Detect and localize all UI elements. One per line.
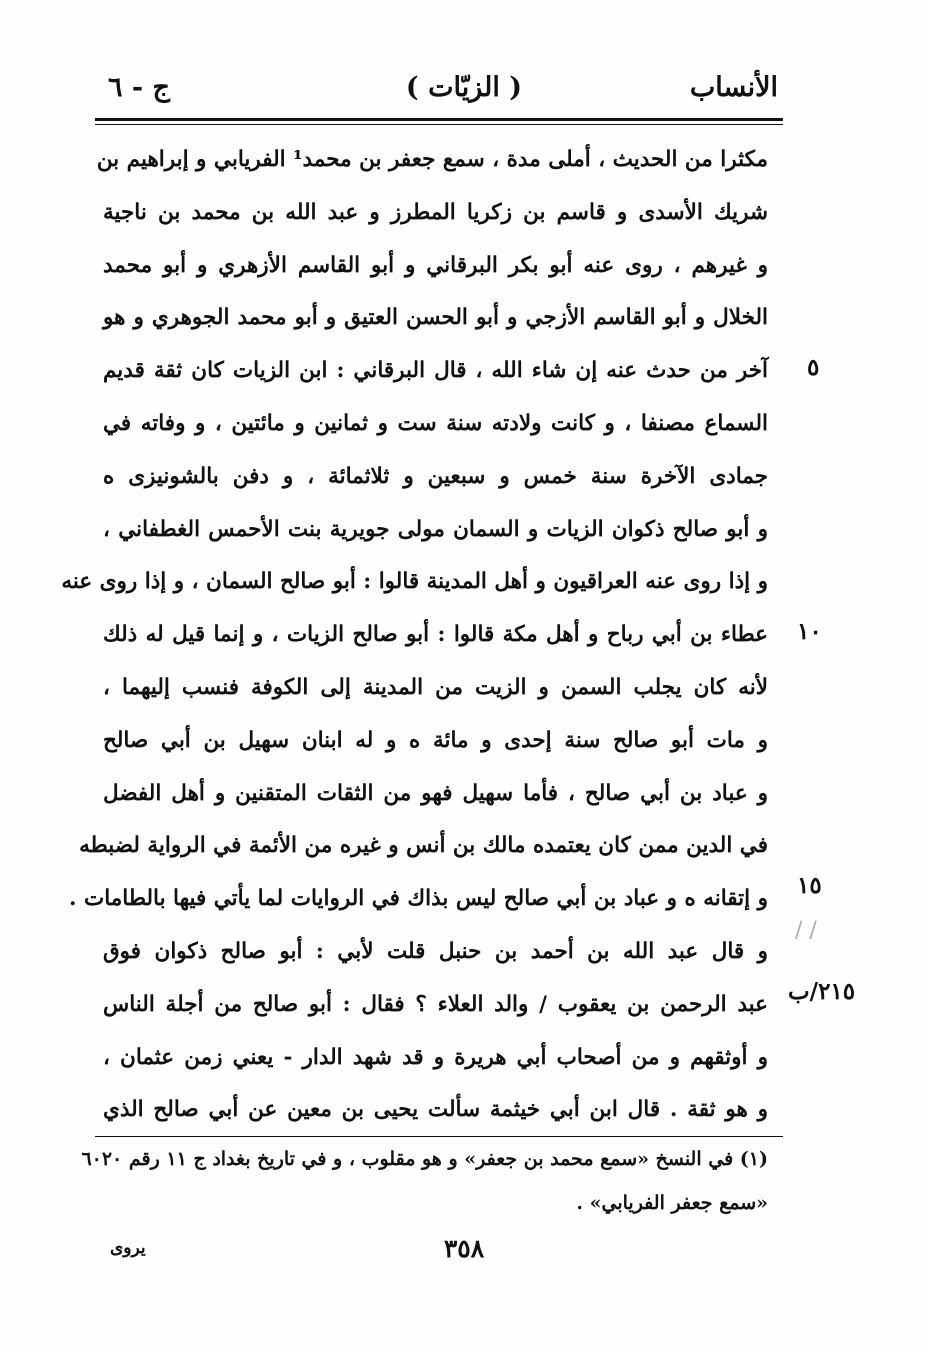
header-rule-thick xyxy=(95,118,783,121)
header-volume: ج - ٦ xyxy=(108,72,170,103)
header-section-title: ( الزيّات ) xyxy=(405,72,523,103)
text-line: و مات أبو صالح سنة إحدى و مائة ه و له ابنان سهيل بن أبي صالح xyxy=(103,727,768,753)
line-number-marker: ٥ xyxy=(807,354,820,381)
line-number-marker: ١٥ xyxy=(797,872,822,899)
text-line: و غيرهم ، روى عنه أبو بكر البرقاني و أبو القاسم الأزهري و أبو محمد xyxy=(103,252,768,278)
footnote-line: «سمع جعفر الفريابي» . xyxy=(576,1192,768,1214)
catchword: يروى xyxy=(110,1238,146,1258)
line-number-marker: ١٠ xyxy=(797,618,822,645)
footnote-rule xyxy=(95,1136,783,1137)
page-number: ٣٥٨ xyxy=(443,1234,485,1263)
text-line: السماع مصنفا ، و كانت ولادته سنة ست و ثمانين و مائتين ، و وفاته في xyxy=(103,410,768,436)
folio-marker: ٢١٥/ب xyxy=(788,978,856,1005)
text-line: و أوثقهم و من أصحاب أبي هريرة و قد شهد الدار - يعني زمن عثمان ، xyxy=(103,1044,768,1070)
body-text xyxy=(61,134,768,1137)
text-line: و أبو صالح ذكوان الزيات و السمان مولى جويرية بنت الأحمس الغطفاني ، xyxy=(103,516,768,542)
text-line: و عباد بن أبي صالح ، فأما سهيل فهو من الثقات المتقنين و أهل الفضل xyxy=(103,780,768,806)
text-line: و هو ثقة . قال ابن أبي خيثمة سألت يحيى بن معين عن أبي صالح الذي xyxy=(103,1097,768,1123)
text-line: لأنه كان يجلب السمن و الزيت من المدينة إلى الكوفة فنسب إليهما ، xyxy=(103,674,768,700)
header-book-title: الأنساب xyxy=(689,72,778,103)
text-line: و إذا روى عنه العراقيون و أهل المدينة قالوا : أبو صالح السمان ، و إذا روى عنه xyxy=(61,569,768,595)
text-line: الخلال و أبو القاسم الأزجي و أبو الحسن العتيق و أبو محمد الجوهري و هو xyxy=(103,305,768,331)
footnote-line: (١) في النسخ «سمع محمد بن جعفر» و هو مقلوب ، و في تاريخ بغداد ج ١١ رقم ٦٠٢٠ xyxy=(81,1148,768,1170)
text-line: عطاء بن أبي رباح و أهل مكة قالوا : أبو صالح الزيات ، و إنما قيل له ذلك xyxy=(103,622,768,648)
text-line: شريك الأسدى و قاسم بن زكريا المطرز و عبد الله بن محمد بن ناجية xyxy=(103,199,768,225)
text-line: جمادى الآخرة سنة خمس و سبعين و ثلاثمائة ، و دفن بالشونيزى ه xyxy=(103,463,768,489)
text-line: و قال عبد الله بن أحمد بن حنبل قلت لأبي : أبو صالح ذكوان فوق xyxy=(103,938,768,964)
text-line: آخر من حدث عنه إن شاء الله ، قال البرقاني : ابن الزيات كان ثقة قديم xyxy=(103,358,768,384)
text-line: مكثرا من الحديث ، أملى مدة ، سمع جعفر بن محمد¹ الفريابي و إبراهيم بن xyxy=(96,147,768,172)
text-line: و إتقانه ه و عباد بن أبي صالح ليس بذاك في الروايات لما يأتي فيها بالطامات . xyxy=(69,886,768,912)
text-line: في الدين ممن كان يعتمده مالك بن أنس و غيره من الأئمة في الرواية لضبطه xyxy=(79,833,768,859)
header-rule-thin xyxy=(95,124,783,125)
pencil-mark: / / xyxy=(795,918,817,943)
text-line: عبد الرحمن بن يعقوب / والد العلاء ؟ فقال : أبو صالح من أجلة الناس xyxy=(103,991,768,1017)
